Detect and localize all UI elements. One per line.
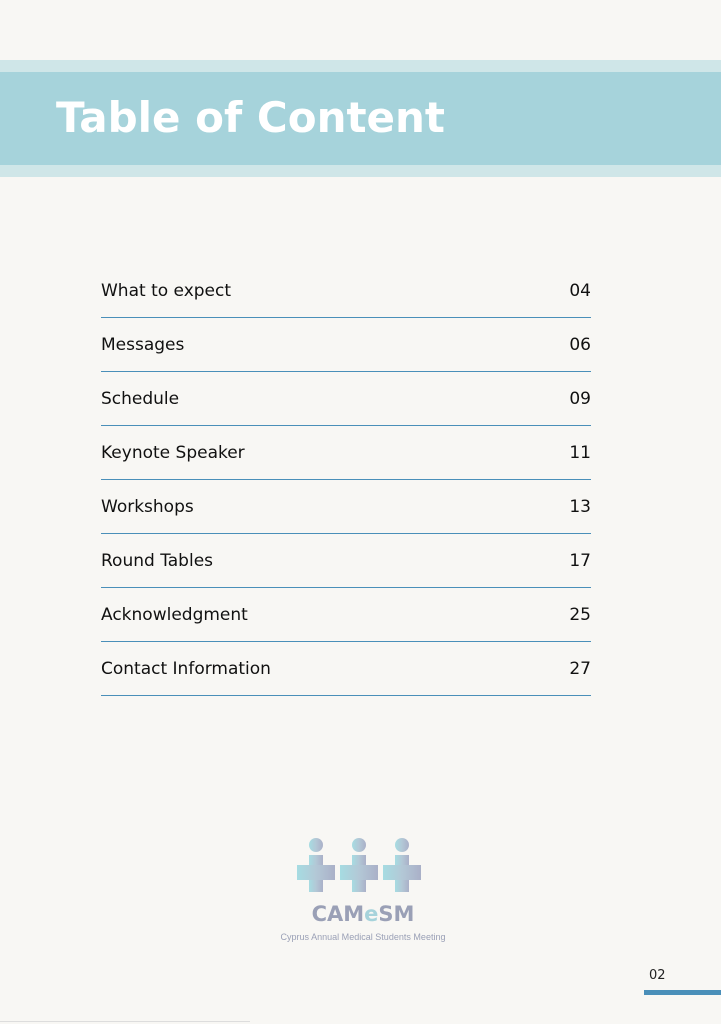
toc-entry-page: 06: [569, 335, 591, 355]
toc-entry-label: Acknowledgment: [101, 605, 248, 625]
toc-entry-page: 17: [569, 551, 591, 571]
logo-wordmark-accent: e: [364, 902, 379, 926]
camesm-logo: [276, 836, 450, 948]
toc-entry-page: 25: [569, 605, 591, 625]
toc-entry-label: Schedule: [101, 389, 180, 409]
toc-entry-label: Round Tables: [101, 551, 214, 571]
bottom-divider: [0, 1021, 250, 1022]
toc-entry[interactable]: [101, 480, 591, 534]
page-title: Table of Content: [56, 93, 446, 142]
logo-wordmark: [276, 902, 450, 926]
logo-wordmark-prefix: CAM: [311, 902, 365, 926]
toc-entry[interactable]: [101, 372, 591, 426]
toc-entry-page: 11: [569, 443, 591, 463]
toc-entry[interactable]: [101, 318, 591, 372]
toc-entry[interactable]: [101, 642, 591, 696]
toc-entry-page: 04: [569, 281, 591, 301]
toc-entry[interactable]: [101, 426, 591, 480]
toc-entry-label: Messages: [101, 335, 185, 355]
toc-entry-label: Workshops: [101, 497, 194, 517]
toc-entry-page: 09: [569, 389, 591, 409]
logo-wordmark-suffix: SM: [378, 902, 415, 926]
table-of-contents: [101, 264, 591, 696]
toc-entry[interactable]: [101, 588, 591, 642]
toc-entry[interactable]: [101, 264, 591, 318]
page-number-bar: [644, 990, 721, 995]
toc-entry-page: 13: [569, 497, 591, 517]
toc-entry[interactable]: [101, 534, 591, 588]
toc-entry-label: Contact Information: [101, 659, 271, 679]
toc-entry-label: Keynote Speaker: [101, 443, 245, 463]
page-number: 02: [649, 968, 666, 983]
toc-entry-label: What to expect: [101, 281, 232, 301]
logo-tagline: Cyprus Annual Medical Students Meeting: [280, 932, 446, 943]
toc-entry-page: 27: [569, 659, 591, 679]
three-medical-cross-figures-icon: [296, 836, 422, 892]
